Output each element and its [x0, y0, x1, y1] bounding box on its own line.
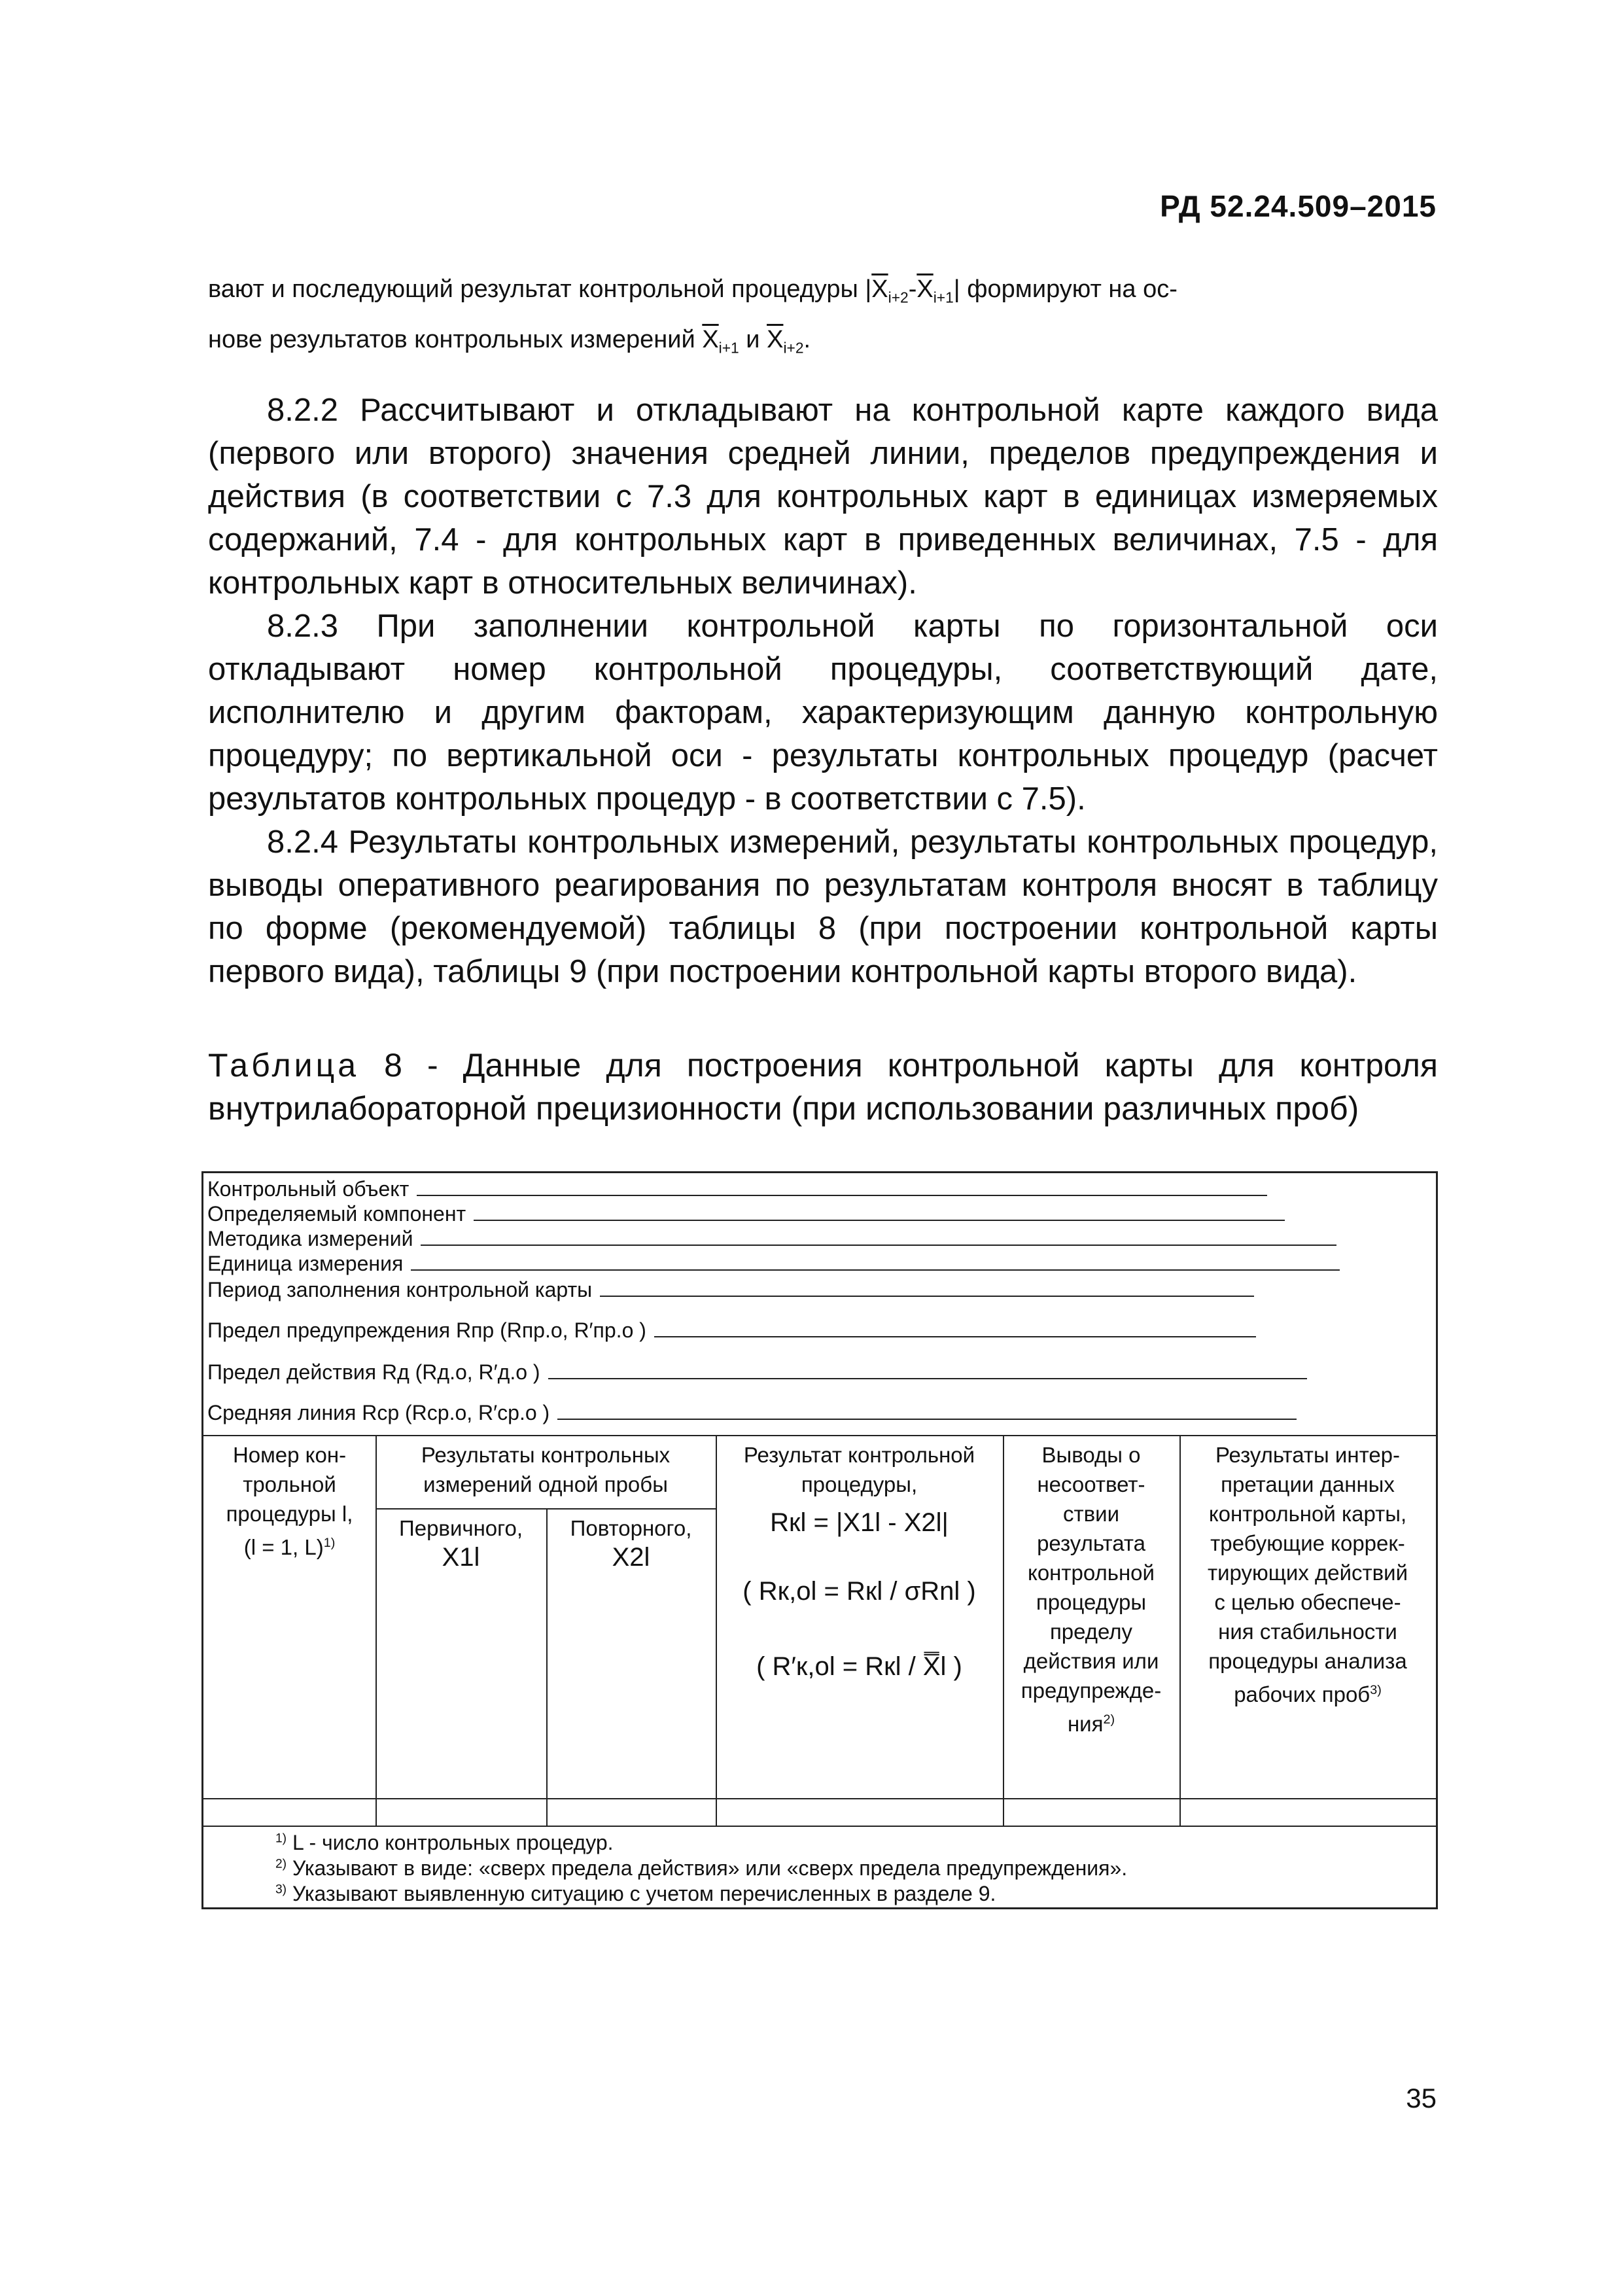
table-number: 8 -: [359, 1047, 463, 1084]
cell-word: ния: [1067, 1712, 1104, 1736]
cell-text: претации данных: [1221, 1472, 1395, 1496]
col-conclusions: [1003, 1440, 1179, 1739]
index-i1: i+1: [933, 289, 954, 306]
formula-rkl: Rкl = |X1l - X2l|: [770, 1508, 949, 1537]
cell-text: предупрежде-: [1021, 1678, 1162, 1703]
document-code: РД 52.24.509–2015: [1160, 189, 1437, 223]
cell-text: [1003, 1705, 1179, 1739]
page-number: 35: [1406, 2083, 1437, 2113]
col-repeat-measurement: [546, 1513, 716, 1572]
fill-line[interactable]: [548, 1361, 1307, 1379]
field-method: [207, 1227, 1336, 1251]
intro-line-1: [208, 268, 1438, 319]
fill-line[interactable]: [557, 1402, 1297, 1420]
field-warning-limit: [207, 1318, 1256, 1343]
body-text: [208, 389, 1438, 993]
grid-line: [203, 1826, 1436, 1827]
cell-text: [1179, 1676, 1436, 1709]
footnote-3: [275, 1882, 996, 1906]
field-control-object: [207, 1177, 1267, 1201]
cell-text: процедуры l,: [226, 1502, 353, 1526]
cell-word: рабочих проб: [1234, 1682, 1370, 1706]
field-label: Предел действия Rд (Rд.о, R′д.о ): [207, 1360, 540, 1384]
and-word: и: [739, 325, 767, 353]
cell-text: Результат контрольной: [743, 1443, 975, 1467]
footnote-mark: 3): [275, 1882, 287, 1897]
cell-text: требующие коррек-: [1210, 1531, 1405, 1555]
table-caption: [208, 1044, 1438, 1130]
x1-symbol: X1l: [442, 1543, 480, 1572]
cell-text: [203, 1528, 375, 1562]
cell-text: ния стабильности: [1218, 1619, 1397, 1644]
field-label: Методика измерений: [207, 1227, 413, 1250]
grid-line: [375, 1508, 716, 1510]
col-measurements-header: [375, 1440, 716, 1499]
footnote-text: Указывают выявленную ситуацию с учетом перечисленных в разделе 9.: [287, 1882, 996, 1905]
x2-symbol: X2l: [612, 1543, 650, 1572]
field-action-limit: [207, 1360, 1307, 1385]
footnote-mark: 1): [323, 1536, 336, 1550]
fill-line[interactable]: [654, 1319, 1256, 1337]
fill-line[interactable]: [411, 1252, 1340, 1271]
field-label: Средняя линия Rср (Rср.о, R′ср.о ): [207, 1401, 550, 1424]
fill-line[interactable]: [474, 1203, 1285, 1221]
cell-text: с целью обеспече-: [1214, 1590, 1401, 1614]
abs-bar: |: [953, 275, 960, 303]
footnote-mark: 3): [1370, 1683, 1382, 1697]
intro-paragraph: [208, 268, 1438, 368]
cell-text: Результаты интер-: [1215, 1443, 1401, 1467]
cell-text: трольной: [243, 1472, 336, 1496]
range-formula: (l = 1, L): [243, 1535, 324, 1559]
field-label: Единица измерения: [207, 1252, 404, 1275]
cell-text: контрольной карты,: [1208, 1502, 1407, 1526]
cell-text: действия или: [1023, 1649, 1159, 1673]
cell-text: процедуры анализа: [1208, 1649, 1407, 1673]
form-table: [201, 1171, 1438, 1909]
period: .: [803, 325, 811, 353]
intro-text-3: нове результатов контрольных измерений: [208, 325, 703, 353]
cell-text: Результаты контрольных: [421, 1443, 671, 1467]
table-label: Таблица: [208, 1047, 360, 1084]
paragraph-8-2-4: 8.2.4 Результаты контрольных измерений, результаты контрольных процедур, выводы оперативного реагирования по результатам контроля вносят в таблицу по форме (рекомендуемой) таблицы 8 (при построении контрольной карты первого вида), таблицы 9 (при построении контрольной карты второго вида).: [208, 824, 1438, 989]
footnote-text: Указывают в виде: «сверх предела действия» или «сверх предела предупреждения».: [287, 1856, 1128, 1880]
field-label: Предел предупреждения Rпр (Rпр.о, R′пр.о ): [207, 1318, 646, 1342]
cell-text: Номер кон-: [232, 1443, 347, 1467]
x-symbol: $\overline{X}$: [702, 325, 719, 353]
field-component: [207, 1202, 1285, 1226]
footnote-1: [275, 1831, 614, 1855]
cell-text: тирующих действий: [1207, 1561, 1408, 1585]
minus-sign: -: [908, 275, 917, 303]
cell-text: процедуры,: [801, 1472, 918, 1496]
fill-line[interactable]: [417, 1178, 1267, 1196]
col-procedure-result: [716, 1440, 1003, 1682]
cell-text: Первичного,: [399, 1516, 523, 1540]
col-interpretation: [1179, 1440, 1436, 1709]
footnote-mark: 2): [275, 1857, 287, 1871]
grid-line: [203, 1798, 1436, 1799]
cell-text: контрольной: [1028, 1561, 1155, 1585]
grid-line: [203, 1435, 1436, 1436]
cell-text: результата: [1037, 1531, 1145, 1555]
col-procedure-number: [203, 1440, 375, 1562]
field-center-line: [207, 1401, 1297, 1425]
footnote-2: [275, 1856, 1127, 1881]
field-unit: [207, 1252, 1340, 1276]
field-label: Контрольный объект: [207, 1177, 410, 1201]
x-symbol: $\overline{X}$: [871, 275, 888, 303]
fill-line[interactable]: [600, 1279, 1254, 1297]
paragraph-8-2-3: 8.2.3 При заполнении контрольной карты по горизонтальной оси откладывают номер контрольной процедуры, соответствующий дате, исполнителю и другим факторам, характеризующим данную контрольную процедуру; по вертикальной оси - результаты контрольных процедур (расчет результатов контрольных процедур - в соответствии с 7.5).: [208, 609, 1438, 817]
intro-line-2: [208, 319, 1438, 369]
cell-text: Повторного,: [570, 1516, 692, 1540]
cell-text: ствии: [1062, 1502, 1119, 1526]
cell-text: несоответ-: [1037, 1472, 1145, 1496]
field-label: Период заполнения контрольной карты: [207, 1278, 593, 1301]
footnote-mark: 1): [275, 1831, 287, 1846]
cell-text: процедуры: [1036, 1590, 1147, 1614]
cell-text: измерений одной пробы: [423, 1472, 668, 1496]
x-symbol: $\overline{X}$: [916, 275, 934, 303]
col-primary-measurement: [375, 1513, 546, 1572]
fill-line[interactable]: [421, 1227, 1336, 1246]
footnote-text: L - число контрольных процедур.: [287, 1831, 614, 1854]
index-i1: i+1: [718, 339, 739, 357]
field-period: [207, 1278, 1254, 1302]
intro-text-1: вают и последующий результат контрольной процедуры |: [208, 275, 872, 303]
x-symbol: $\overline{X}$: [767, 325, 784, 353]
footnote-mark: 2): [1103, 1712, 1115, 1727]
formula-rko-prime: ( R′к,оl = Rкl / X̿l ): [756, 1652, 962, 1681]
intro-text-2: формируют на ос-: [960, 275, 1178, 303]
formula-rko: ( Rк,оl = Rкl / σRnl ): [742, 1577, 976, 1606]
table-caption-text: Данные для построения контрольной карты для контроля внутрилабораторной прецизионности (при использовании различных проб): [208, 1047, 1438, 1127]
cell-text: Выводы о: [1041, 1443, 1141, 1467]
cell-text: пределу: [1049, 1619, 1133, 1644]
paragraph-8-2-2: 8.2.2 Рассчитывают и откладывают на контрольной карте каждого вида (первого или второго) значения средней линии, пределов предупреждения и действия (в соответствии с 7.3 для контрольных карт в единицах измеряемых содержаний, 7.4 - для контрольных карт в приведенных величинах, 7.5 - для контрольных карт в относительных величинах).: [208, 393, 1438, 601]
field-label: Определяемый компонент: [207, 1202, 466, 1226]
index-i2: i+2: [888, 289, 909, 306]
index-i2: i+2: [783, 339, 804, 357]
